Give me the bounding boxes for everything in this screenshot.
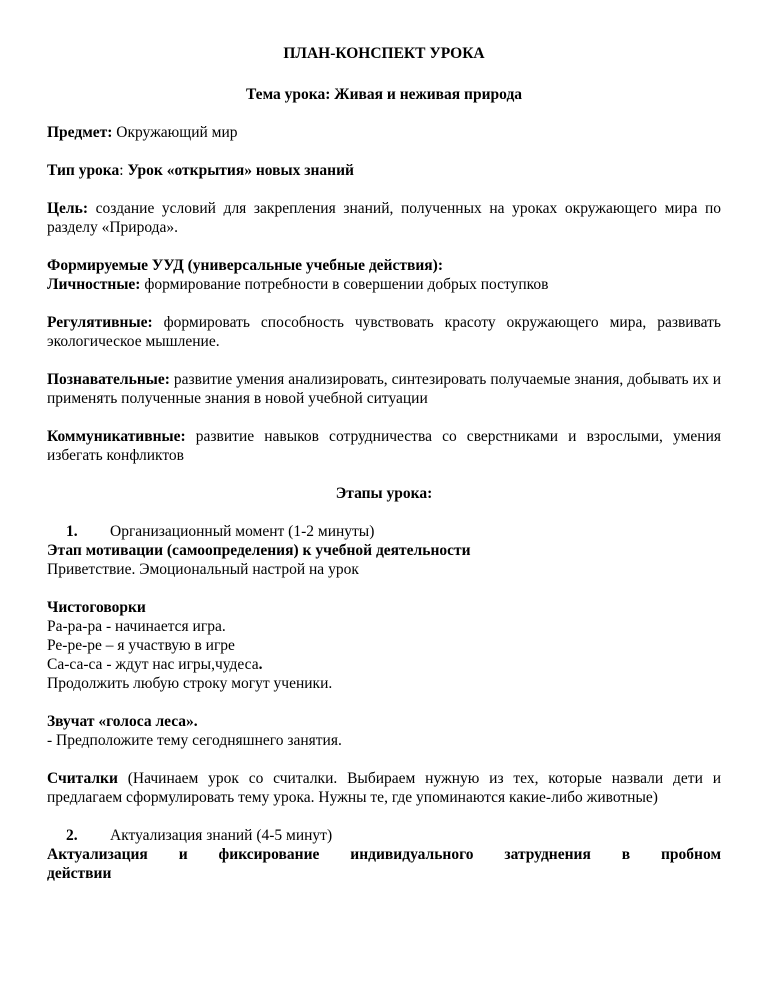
tongue-twister-line-3-dot: . — [258, 656, 263, 673]
cognitive-value: развитие умения анализировать, синтезировать получаемые знания, добывать их и применять полученные знания в новой учебной ситуации — [47, 371, 721, 407]
goal-label: Цель: — [47, 200, 88, 217]
counting-rhymes-text: (Начинаем урок со считалки. Выбираем нужную из тех, которые назвали дети и предлагаем сформулировать тему урока. Нужны те, где упоминаются какие-либо животные) — [47, 770, 721, 806]
lesson-type-value: Урок «открытия» новых знаний — [127, 162, 354, 179]
counting-rhymes-label: Считалки — [47, 770, 118, 787]
tongue-twisters-heading-text: Чистоговорки — [47, 599, 146, 616]
subject-value: Окружающий мир — [112, 124, 238, 141]
stage-2-subtitle-line-1-text: Актуализация и фиксирование индивидуального затруднения в пробном — [47, 846, 721, 863]
stage-2-number: 2. — [66, 827, 78, 844]
stage-2-title: Актуализация знаний (4-5 минут) — [110, 827, 333, 844]
forest-heading — [47, 712, 721, 731]
lesson-topic: Тема урока: Живая и неживая природа — [245, 86, 523, 103]
tongue-twister-line-3-text: Са-са-са - ждут нас игры,чудеса — [47, 656, 259, 673]
stage-2-subtitle-line-2-text: действии — [47, 865, 112, 882]
regulative-line — [47, 313, 721, 351]
forest-text: - Предположите тему сегодняшнего занятия. — [47, 732, 342, 749]
lesson-type-label: Тип урока — [47, 162, 120, 179]
cognitive-line — [47, 370, 721, 408]
goal-value: создание условий для закрепления знаний, полученных на уроках окружающего мира по разделу «Природа». — [47, 200, 721, 236]
stage-1-number: 1. — [66, 523, 78, 540]
counting-rhymes-paragraph — [47, 769, 721, 807]
personal-label: Личностные: — [47, 276, 141, 293]
tongue-twisters-heading — [47, 598, 721, 617]
stage-1-text: Приветствие. Эмоциональный настрой на урок — [47, 561, 359, 578]
communicative-line — [47, 427, 721, 465]
tongue-twister-line-1: Ра-ра-ра - начинается игра. — [47, 618, 226, 635]
page-title: ПЛАН-КОНСПЕКТ УРОКА — [283, 45, 485, 62]
stage-2-title-line — [47, 826, 721, 845]
stage-1-title: Организационный момент (1-2 минуты) — [110, 523, 375, 540]
subject-line — [47, 123, 721, 142]
lesson-type-colon: : — [119, 162, 128, 179]
tongue-twister-line-4: Продолжить любую строку могут ученики. — [47, 675, 333, 692]
communicative-label: Коммуникативные: — [47, 428, 186, 445]
lesson-type-line — [47, 161, 721, 180]
stage-2-subtitle-line-1 — [47, 845, 721, 864]
goal-line — [47, 199, 721, 237]
forest-heading-text: Звучат «голоса леса». — [47, 713, 198, 730]
stages-heading: Этапы урока: — [335, 485, 433, 502]
stage-1-subtitle-text: Этап мотивации (самоопределения) к учебной деятельности — [47, 542, 471, 559]
communicative-value: развитие навыков сотрудничества со сверстниками и взрослыми, умения избегать конфликтов — [47, 428, 721, 464]
tongue-twister-line-2: Ре-ре-ре – я участвую в игре — [47, 637, 235, 654]
subject-label: Предмет: — [47, 124, 113, 141]
regulative-label: Регулятивные: — [47, 314, 153, 331]
uud-heading-text: Формируемые УУД (универсальные учебные действия): — [47, 257, 443, 274]
personal-value: формирование потребности в совершении добрых поступков — [140, 276, 549, 293]
stage-2-subtitle-line-2 — [47, 864, 721, 883]
tongue-twister-line-3 — [47, 655, 721, 674]
stage-1-subtitle — [47, 541, 721, 560]
regulative-value: формировать способность чувствовать красоту окружающего мира, развивать экологическое мышление. — [47, 314, 721, 350]
uud-heading — [47, 256, 721, 275]
personal-line — [47, 275, 721, 294]
stage-1-title-line — [47, 522, 721, 541]
cognitive-label: Познавательные: — [47, 371, 170, 388]
